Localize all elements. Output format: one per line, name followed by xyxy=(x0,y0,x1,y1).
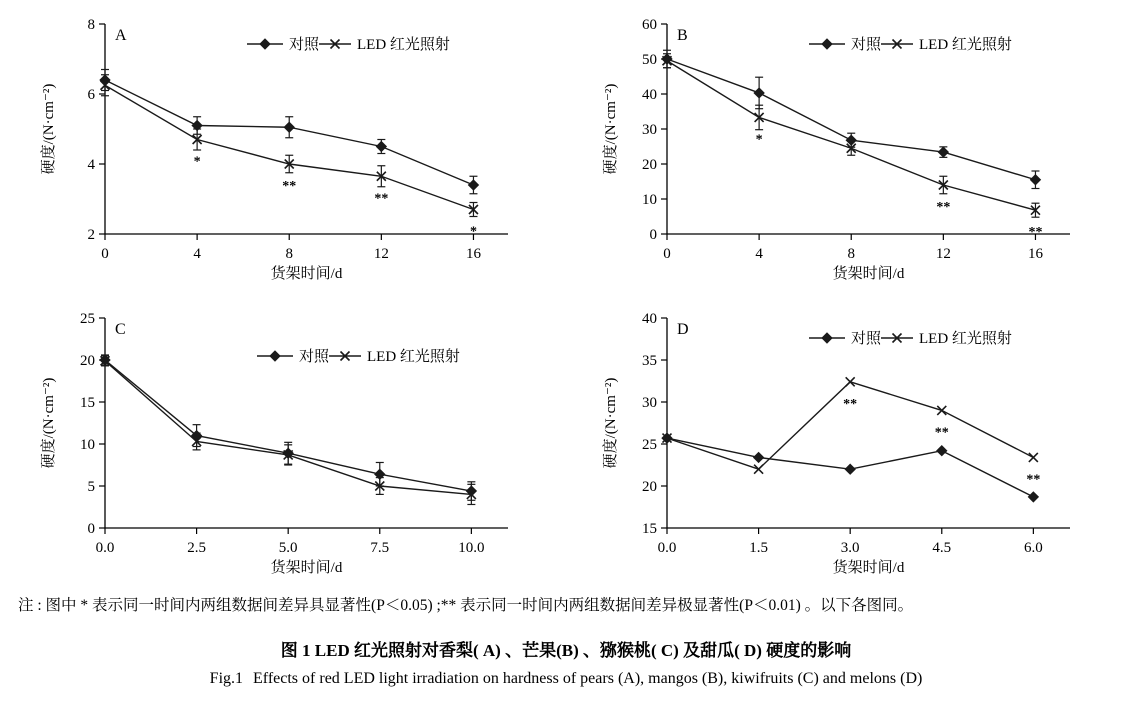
y-tick-label: 30 xyxy=(642,122,657,138)
significance-marker: ** xyxy=(843,396,858,412)
x-axis-title: 货架时间/d xyxy=(832,266,905,282)
y-tick-label: 10 xyxy=(80,437,95,453)
legend xyxy=(809,330,1012,347)
significance-marker: * xyxy=(193,154,201,170)
x-axis-title: 货架时间/d xyxy=(270,266,343,282)
y-tick-label: 25 xyxy=(642,437,657,453)
y-axis-title: 硬度/(N·cm⁻²) xyxy=(603,83,619,175)
y-tick-label: 20 xyxy=(642,479,657,495)
panel-letter: D xyxy=(677,321,689,338)
legend-label-control: 对照 xyxy=(851,37,882,53)
x-tick-label: 12 xyxy=(373,246,389,262)
figure-caption-cn: 图 1 LED 红光照射对香梨( A) 、芒果(B) 、猕猴桃( C) 及甜瓜( D) 硬度的影响 xyxy=(280,641,852,660)
x-tick-label: 2.5 xyxy=(187,540,206,556)
y-tick-label: 40 xyxy=(642,311,657,327)
data-point-diamond xyxy=(1030,175,1040,185)
y-tick-label: 30 xyxy=(642,395,657,411)
data-point-diamond xyxy=(754,88,764,98)
chart-panel-b xyxy=(572,6,1092,296)
data-point-x xyxy=(754,465,763,474)
legend-label-treatment: LED 红光照射 xyxy=(919,37,1012,53)
data-point-x xyxy=(846,377,855,386)
axis-lines xyxy=(105,24,508,234)
x-tick-label: 4 xyxy=(755,246,763,262)
x-tick-label: 8 xyxy=(285,246,293,262)
axis-lines xyxy=(667,318,1070,528)
x-tick-label: 0 xyxy=(101,246,109,262)
legend xyxy=(809,36,1012,53)
y-tick-label: 2 xyxy=(87,227,95,243)
data-point-diamond xyxy=(468,180,478,190)
series-line-treatment xyxy=(105,361,471,495)
chart-panel-c xyxy=(10,300,530,590)
data-point-diamond xyxy=(1028,492,1038,502)
figure-caption-en xyxy=(0,670,1132,688)
y-tick-label: 10 xyxy=(642,192,657,208)
legend xyxy=(257,348,460,365)
legend-marker-diamond xyxy=(270,351,280,361)
y-tick-label: 8 xyxy=(87,17,95,33)
legend-marker-diamond xyxy=(822,39,832,49)
panel-letter: C xyxy=(115,321,126,338)
data-point-diamond xyxy=(938,147,948,157)
x-tick-label: 4 xyxy=(193,246,201,262)
series-line-control xyxy=(105,360,471,491)
data-point-diamond xyxy=(937,446,947,456)
significance-marker: ** xyxy=(1028,225,1043,241)
data-point-diamond xyxy=(284,122,294,132)
y-tick-label: 25 xyxy=(80,311,95,327)
x-tick-label: 3.0 xyxy=(840,540,860,556)
x-tick-label: 5.0 xyxy=(278,540,298,556)
data-point-diamond xyxy=(754,452,764,462)
data-point-x xyxy=(937,406,946,415)
y-tick-label: 0 xyxy=(87,521,95,537)
x-axis-title: 货架时间/d xyxy=(832,560,905,576)
data-point-diamond xyxy=(845,464,855,474)
x-tick-label: 4.5 xyxy=(932,540,952,556)
y-tick-label: 20 xyxy=(80,353,95,369)
significance-marker: ** xyxy=(1026,472,1041,488)
x-tick-label: 10.0 xyxy=(458,540,485,556)
y-tick-label: 15 xyxy=(642,521,657,537)
legend xyxy=(247,36,450,53)
x-tick-label: 0 xyxy=(663,246,671,262)
legend-label-treatment: LED 红光照射 xyxy=(367,349,460,365)
x-tick-label: 6.0 xyxy=(1023,540,1043,556)
significance-marker: ** xyxy=(282,179,297,194)
y-tick-label: 35 xyxy=(642,353,657,369)
y-axis-title: 硬度/(N·cm⁻²) xyxy=(603,377,619,469)
legend-marker-diamond xyxy=(822,333,832,343)
series-line-control xyxy=(667,59,1035,180)
significance-marker: ** xyxy=(374,191,389,207)
significance-marker: * xyxy=(469,224,477,240)
x-tick-label: 7.5 xyxy=(370,540,390,556)
x-tick-label: 8 xyxy=(847,246,855,262)
significance-marker: ** xyxy=(936,200,951,215)
y-tick-label: 4 xyxy=(87,157,95,173)
y-tick-label: 40 xyxy=(642,87,657,103)
data-point-diamond xyxy=(376,142,386,152)
y-tick-label: 20 xyxy=(642,157,657,173)
series-line-treatment xyxy=(667,382,1033,469)
figure-caption-en-label: Fig.1 xyxy=(209,670,244,687)
y-tick-label: 6 xyxy=(87,87,95,103)
x-tick-label: 16 xyxy=(1027,246,1043,262)
x-tick-label: 0.0 xyxy=(657,540,677,556)
y-axis-title: 硬度/(N·cm⁻²) xyxy=(41,83,57,175)
x-axis-title: 货架时间/d xyxy=(270,560,343,576)
x-tick-label: 0.0 xyxy=(95,540,115,556)
y-axis-title: 硬度/(N·cm⁻²) xyxy=(41,377,57,469)
data-point-x xyxy=(1029,453,1038,462)
chart-svg-c xyxy=(10,300,530,590)
y-tick-label: 50 xyxy=(642,52,657,68)
panel-letter: B xyxy=(677,27,688,44)
legend-label-control: 对照 xyxy=(851,331,882,347)
legend-marker-diamond xyxy=(260,39,270,49)
significance-marker: ** xyxy=(934,425,949,441)
y-tick-label: 15 xyxy=(80,395,95,411)
figure-caption-en-text: Effects of red LED light irradiation on hardness of pears (A), mangos (B), kiwifruits (C) and melons (D) xyxy=(253,670,923,687)
x-tick-label: 1.5 xyxy=(749,540,768,556)
chart-panel-d xyxy=(572,300,1092,590)
legend-label-control: 对照 xyxy=(299,349,330,365)
significance-marker: * xyxy=(755,132,763,148)
legend-label-control: 对照 xyxy=(289,37,320,53)
y-tick-label: 60 xyxy=(642,17,657,33)
x-tick-label: 16 xyxy=(465,246,481,262)
legend-label-treatment: LED 红光照射 xyxy=(919,331,1012,347)
legend-label-treatment: LED 红光照射 xyxy=(357,37,450,53)
panel-letter: A xyxy=(115,27,127,44)
chart-panel-a xyxy=(10,6,530,296)
figure-note: 注 : 图中 * 表示同一时间内两组数据间差异具显著性(P＜0.05) ;** 表示同一时间内两组数据间差异极显著性(P＜0.01) 。以下各图同。 xyxy=(18,597,914,614)
x-tick-label: 12 xyxy=(935,246,951,262)
y-tick-label: 5 xyxy=(87,479,95,495)
y-tick-label: 0 xyxy=(649,227,657,243)
chart-svg-d xyxy=(572,300,1092,590)
chart-svg-b xyxy=(572,6,1092,296)
chart-svg-a xyxy=(10,6,530,296)
